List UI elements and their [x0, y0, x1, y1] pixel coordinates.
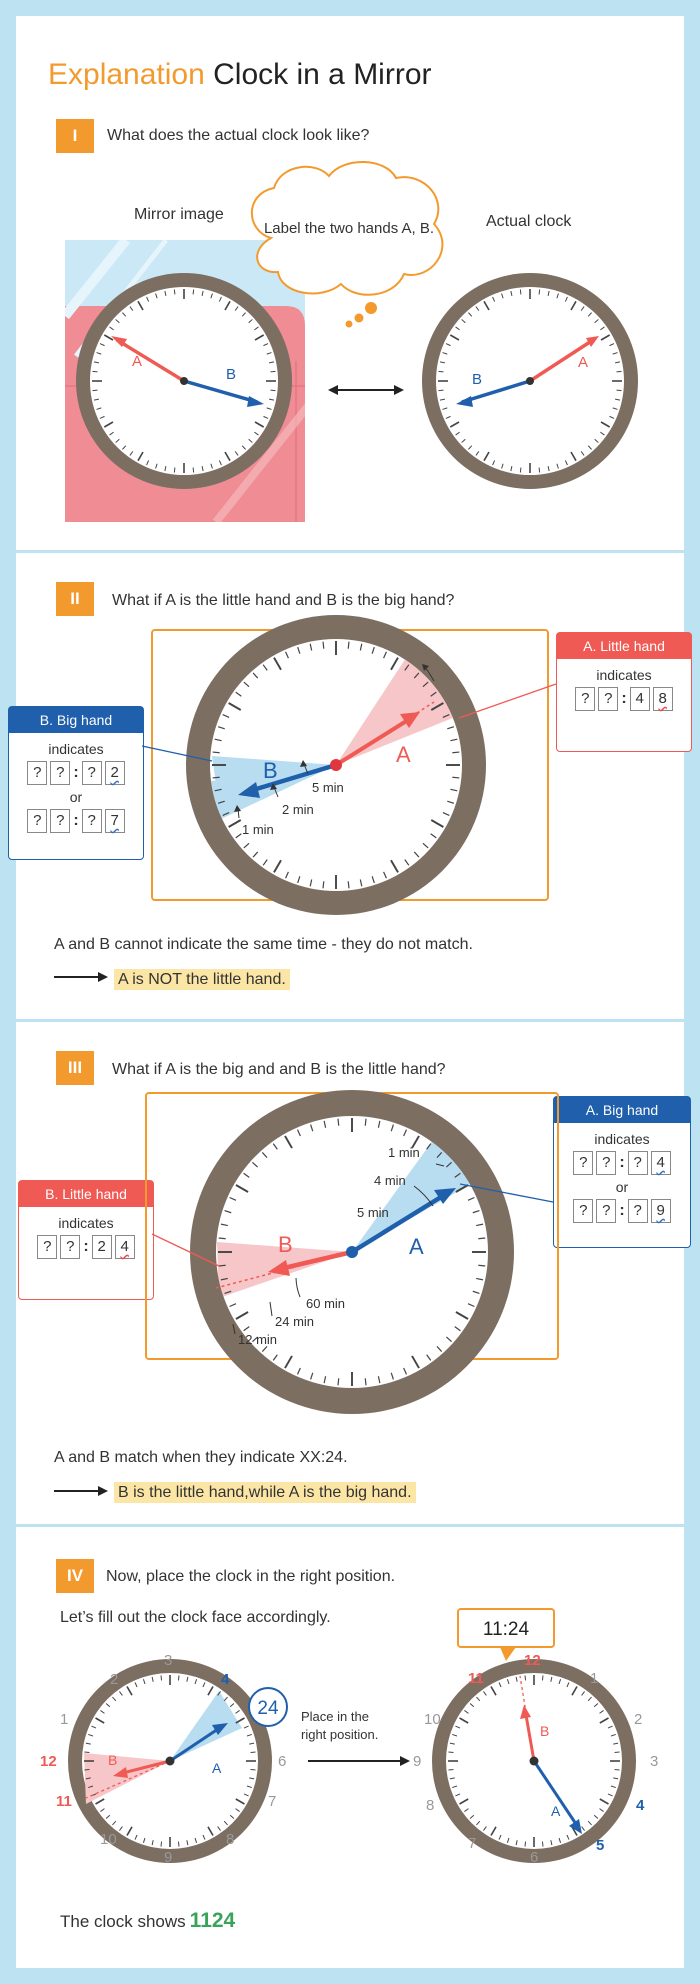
clock-number: 12: [40, 1753, 57, 1770]
tick-mark: [161, 1842, 162, 1847]
clock-2: [186, 615, 486, 915]
conclusion-3: A and B match when they indicate XX:24.: [54, 1449, 348, 1466]
clock-4-right: [413, 1652, 658, 1866]
clock-number: 4: [636, 1797, 645, 1814]
digit-box: 8: [653, 687, 673, 711]
tick-mark: [271, 390, 276, 391]
tick-mark: [251, 1752, 256, 1753]
tick-mark: [539, 468, 540, 473]
tick-mark: [193, 290, 194, 295]
clock-4-left: [40, 1652, 286, 1866]
label-a-4r: A: [551, 1803, 561, 1819]
digit-box: ?: [573, 1151, 593, 1175]
or-label: or: [69, 789, 83, 805]
box-head: B. Little hand: [19, 1181, 153, 1207]
clock-3: [190, 1090, 514, 1414]
clock-shows-label: The clock shows: [60, 1912, 186, 1931]
digit-box: ?: [575, 687, 595, 711]
indicates-label: indicates: [594, 1131, 650, 1147]
tick-mark: [478, 1238, 485, 1239]
digit-box: 2: [105, 761, 125, 785]
clock-number: 8: [226, 1831, 235, 1848]
colon: :: [73, 812, 79, 829]
digit-box: ?: [598, 687, 618, 711]
digit-box: ?: [37, 1235, 57, 1259]
actual-clock: [422, 273, 638, 489]
digit-box: ?: [50, 761, 70, 785]
tick-mark: [525, 1842, 526, 1847]
tick-mark: [178, 1842, 179, 1847]
tick-mark: [213, 752, 220, 753]
clock-shows-number: 1124: [189, 1909, 236, 1932]
question-4: Now, place the clock in the right position.: [106, 1568, 396, 1585]
tick-mark: [251, 1769, 256, 1770]
digit-box: ?: [628, 1151, 648, 1175]
tick-mark: [178, 1675, 179, 1680]
digit-box: 4: [115, 1235, 135, 1259]
min-label: 5 min: [357, 1205, 389, 1220]
tick-mark: [452, 777, 459, 778]
digit-box: ?: [628, 1199, 648, 1223]
digit-box: 9: [651, 1199, 671, 1223]
clock-number: 9: [164, 1849, 173, 1866]
digit-box: ?: [573, 1199, 593, 1223]
clock-number: 6: [530, 1849, 539, 1866]
clock-number: 11: [468, 1670, 484, 1687]
clock-number: 10: [100, 1831, 117, 1848]
tick-mark: [439, 390, 444, 391]
clock-number: 11: [56, 1793, 72, 1810]
question-2: What if A is the little hand and B is the big hand?: [112, 592, 455, 609]
actual-label-b: B: [472, 371, 483, 388]
actual-label-a: A: [578, 354, 589, 371]
tick-mark: [323, 881, 324, 888]
badge-text: 24: [257, 1698, 279, 1719]
actual-label: Actual clock: [486, 213, 572, 230]
minute-badge: [249, 1688, 287, 1726]
clock-number: 1: [60, 1711, 69, 1728]
indicates-label: indicates: [48, 741, 104, 757]
box-head: A. Little hand: [557, 633, 691, 659]
min-label: 12 min: [238, 1332, 278, 1347]
clock-number: 8: [426, 1797, 435, 1814]
digit-box: 4: [630, 687, 650, 711]
box-head: A. Big hand: [554, 1097, 690, 1123]
place-text-1: Place in the: [301, 1709, 369, 1724]
min-label: 24 min: [275, 1314, 315, 1329]
clock-number: 7: [468, 1835, 477, 1852]
page: [16, 16, 684, 1968]
step-badge-4: IV: [56, 1559, 94, 1593]
tick-mark: [84, 1769, 89, 1770]
digit-box: 7: [105, 809, 125, 833]
colon: :: [83, 1238, 89, 1255]
title-main: Clock in a Mirror: [213, 58, 432, 91]
tick-mark: [161, 1675, 162, 1680]
label-a-3: A: [409, 1234, 424, 1259]
conclusion-2: A and B cannot indicate the same time - they do not match.: [54, 936, 473, 953]
box-head: B. Big hand: [9, 707, 143, 733]
digit-box: 4: [651, 1151, 671, 1175]
tick-mark: [520, 468, 521, 473]
digit-box: ?: [82, 761, 102, 785]
tick-mark: [448, 1752, 453, 1753]
label-b-3: B: [278, 1232, 293, 1257]
tick-mark: [323, 642, 324, 649]
tick-mark: [525, 1675, 526, 1680]
tick-mark: [615, 1769, 620, 1770]
tick-mark: [193, 468, 194, 473]
digit-box: ?: [60, 1235, 80, 1259]
tick-mark: [365, 1378, 366, 1385]
min-label: 4 min: [374, 1173, 406, 1188]
label-b-4l: B: [108, 1752, 118, 1768]
digit-box: ?: [82, 809, 102, 833]
or-label: or: [615, 1179, 629, 1195]
step-badge-1: I: [56, 119, 94, 153]
time-text: 11:24: [482, 1619, 530, 1640]
colon: :: [73, 764, 79, 781]
tick-mark: [439, 371, 444, 372]
mirror-clock: [76, 273, 292, 489]
title-prefix: Explanation: [48, 58, 205, 91]
tick-mark: [365, 1119, 366, 1126]
tick-mark: [452, 752, 459, 753]
mirror-label-b: B: [226, 366, 237, 383]
label-a-4l: A: [212, 1760, 222, 1776]
digit-box: ?: [27, 761, 47, 785]
tick-mark: [213, 777, 220, 778]
indicates-label: indicates: [58, 1215, 114, 1231]
tick-mark: [539, 290, 540, 295]
diagram-canvas: [16, 16, 684, 1968]
tick-mark: [615, 1752, 620, 1753]
double-arrow: [328, 385, 404, 395]
tick-mark: [174, 290, 175, 295]
clock-number: 6: [278, 1753, 287, 1770]
digit-box: ?: [50, 809, 70, 833]
tick-mark: [219, 1238, 226, 1239]
digit-box: ?: [596, 1199, 616, 1223]
tick-mark: [348, 642, 349, 649]
min-label: 5 min: [312, 780, 344, 795]
clock-number: 2: [634, 1711, 643, 1728]
step-badge-3: III: [56, 1051, 94, 1085]
result-3-text: B is the little hand,while A is the big hand.: [114, 1482, 416, 1503]
place-text-2: right position.: [301, 1727, 379, 1742]
tick-mark: [271, 371, 276, 372]
clock-number: 5: [596, 1837, 605, 1854]
bubble-text: Label the two hands A, B.: [263, 220, 435, 237]
clock-number: 2: [110, 1671, 119, 1688]
subtext-4: Let’s fill out the clock face accordingly.: [60, 1609, 331, 1626]
digit-box: ?: [27, 809, 47, 833]
colon: :: [621, 690, 627, 707]
clock-number: 3: [650, 1753, 659, 1770]
min-label: 2 min: [282, 802, 314, 817]
tick-mark: [617, 390, 622, 391]
clock-number: 4: [221, 1671, 230, 1688]
tick-mark: [338, 1119, 339, 1126]
tick-mark: [338, 1378, 339, 1385]
clock-number: 10: [424, 1711, 441, 1728]
tick-mark: [93, 371, 98, 372]
tick-mark: [348, 881, 349, 888]
clock-number: 1: [590, 1670, 599, 1687]
tick-mark: [174, 468, 175, 473]
clock-number: 7: [268, 1793, 277, 1810]
mirror-label-a: A: [132, 353, 143, 370]
result-2-text: A is NOT the little hand.: [114, 969, 290, 990]
label-b-4r-text: B: [540, 1723, 550, 1739]
tick-mark: [617, 371, 622, 372]
tick-mark: [520, 290, 521, 295]
clock-number: 3: [164, 1652, 173, 1669]
clock-number: 12: [524, 1652, 541, 1669]
label-a-2: A: [396, 742, 411, 767]
tick-mark: [542, 1842, 543, 1847]
digit-box: ?: [596, 1151, 616, 1175]
mirror-label: Mirror image: [134, 206, 224, 223]
question-3: What if A is the big and and B is the little hand?: [112, 1061, 446, 1078]
tick-mark: [219, 1265, 226, 1266]
label-b-2: B: [263, 758, 278, 783]
indicates-label: indicates: [596, 667, 652, 683]
tick-mark: [478, 1265, 485, 1266]
min-label: 1 min: [388, 1145, 420, 1160]
tick-mark: [448, 1769, 453, 1770]
tick-mark: [84, 1752, 89, 1753]
step-badge-2: II: [56, 582, 94, 616]
colon: :: [619, 1154, 625, 1171]
digit-box: 2: [92, 1235, 112, 1259]
min-label: 60 min: [306, 1296, 346, 1311]
tick-mark: [542, 1675, 543, 1680]
tick-mark: [93, 390, 98, 391]
question-1: What does the actual clock look like?: [107, 127, 370, 144]
min-label: 1 min: [242, 822, 274, 837]
clock-number: 9: [413, 1753, 422, 1770]
colon: :: [619, 1202, 625, 1219]
